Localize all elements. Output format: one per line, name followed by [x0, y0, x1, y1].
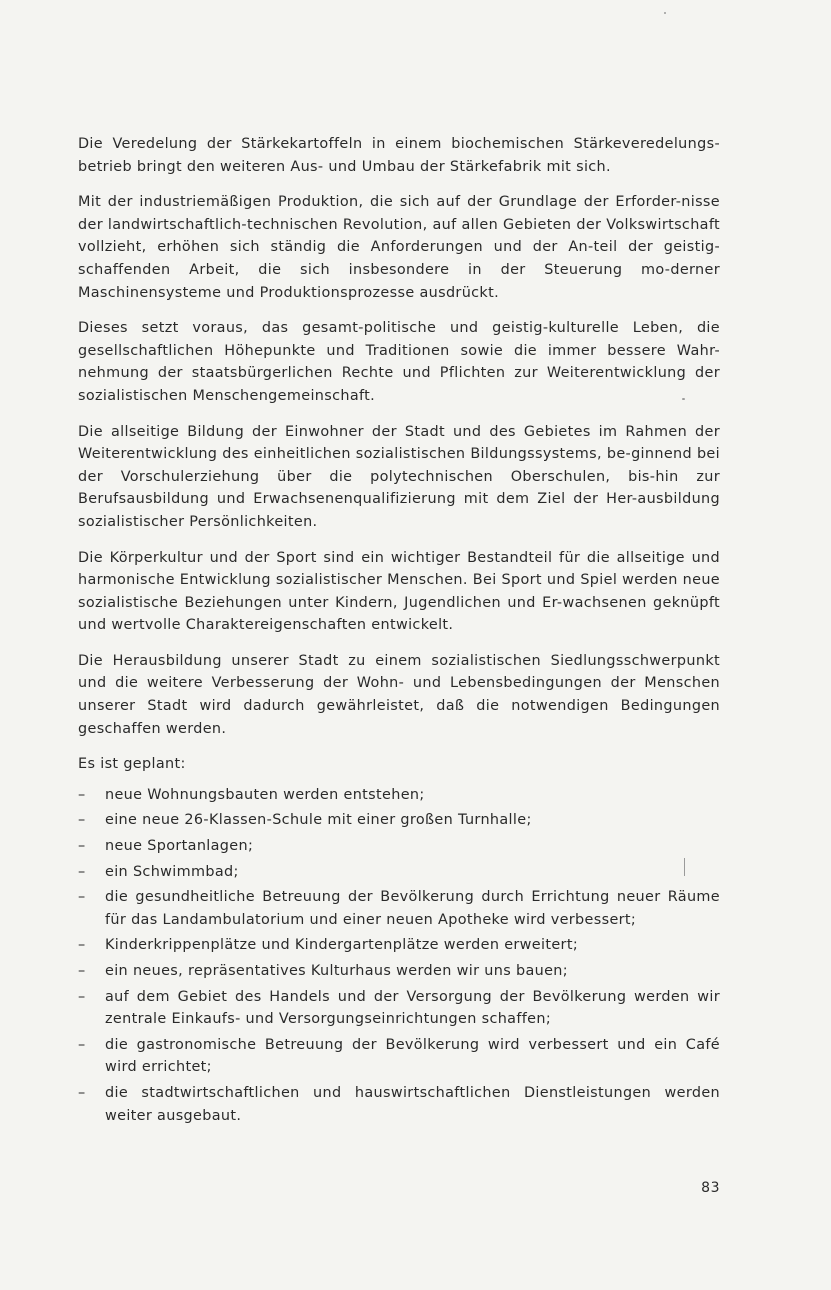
list-item-text: eine neue 26-Klassen-Schule mit einer großen Turnhalle;: [105, 812, 532, 829]
dash-marker: –: [78, 988, 86, 1005]
list-item: [78, 934, 720, 957]
dash-marker: –: [78, 786, 86, 803]
paragraph-starch-refinement: Die Veredelung der Stärkekartoffeln in einem biochemischen Stärkeveredelungs-betrieb bringt den weiteren Aus- und Umbau der Stärkefabrik mit sich.: [78, 136, 720, 175]
list-item-text: die stadtwirtschaftlichen und hauswirtschaftlichen Dienstleistungen werden weiter ausgebaut.: [105, 1084, 720, 1124]
page-number: 83: [701, 1180, 720, 1196]
list-item: [78, 960, 720, 983]
list-item: [78, 1082, 720, 1127]
paragraph-sport: Die Körperkultur und der Sport sind ein wichtiger Bestandteil für die allseitige und harmonische Entwicklung sozialistischer Menschen. Bei Sport und Spiel werden neue sozialistische Beziehungen unter Kindern, Jugendlichen und Er-wachsenen geknüpft und wertvolle Charaktereigenschaften entwickelt.: [78, 549, 720, 634]
scan-speck: [664, 12, 666, 14]
list-item-text: auf dem Gebiet des Handels und der Versorgung der Bevölkerung werden wir zentrale Einkaufs- und Versorgungseinrichtungen schaffen;: [105, 988, 720, 1028]
list-item-text: ein neues, repräsentatives Kulturhaus werden wir uns bauen;: [105, 963, 568, 979]
list-item: [78, 835, 720, 858]
page-body: [78, 133, 720, 1130]
scan-speck: [684, 858, 685, 876]
list-item: [78, 986, 720, 1031]
list-item: [78, 784, 720, 807]
dash-marker: –: [78, 863, 86, 880]
list-item: [78, 886, 720, 931]
dash-marker: –: [78, 889, 86, 906]
list-item-text: Kinderkrippenplätze und Kindergartenplätze werden erweitert;: [105, 937, 579, 954]
list-item-text: neue Wohnungsbauten werden entstehen;: [105, 786, 425, 803]
dash-marker: –: [78, 963, 86, 979]
dash-marker: –: [78, 1036, 86, 1053]
dash-marker: –: [78, 812, 86, 829]
list-item-text: ein Schwimmbad;: [105, 863, 239, 880]
list-intro: Es ist geplant:: [78, 756, 186, 773]
dash-marker: –: [78, 838, 86, 855]
paragraph-settlement: Die Herausbildung unserer Stadt zu einem sozialistischen Siedlungsschwerpunkt und die weitere Verbesserung der Wohn- und Lebensbedingungen der Menschen unserer Stadt wird dadurch gewährleistet, daß die notwendigen Bedingungen geschaffen werden.: [78, 652, 720, 737]
dash-marker: –: [78, 1084, 86, 1101]
list-item-text: die gastronomische Betreuung der Bevölkerung wird verbessert und ein Café wird errichtet;: [105, 1036, 720, 1076]
paragraph-industrial-production: Mit der industriemäßigen Produktion, die sich auf der Grundlage der Erforder-nisse der landwirtschaftlich-technischen Revolution, auf allen Gebieten der Volkswirtschaft vollzieht, erhöhen sich ständig die Anforderungen und der An-teil der geistig-schaffenden Arbeit, die sich insbesondere in der Steuerung mo-derner Maschinensysteme und Produktionsprozesse ausdrückt.: [78, 194, 720, 301]
list-item: [78, 861, 720, 884]
paragraph-cultural-life: Dieses setzt voraus, das gesamt-politische und geistig-kulturelle Leben, die gesellschaftlichen Höhepunkte und Traditionen sowie die immer bessere Wahr-nehmung der staatsbürgerlichen Rechte und Pflichten zur Weiterentwicklung der sozialistischen Menschengemeinschaft.: [78, 320, 720, 404]
paragraph-education: Die allseitige Bildung der Einwohner der Stadt und des Gebietes im Rahmen der Weiterentwicklung des einheitlichen sozialistischen Bildungssystems, be-ginnend bei der Vorschulerziehung über die polytechnischen Oberschulen, bis-hin zur Berufsausbildung und Erwachsenenqualifizierung mit dem Ziel der Her-ausbildung sozialistischer Persönlichkeiten.: [78, 423, 720, 530]
list-item-text: die gesundheitliche Betreuung der Bevölkerung durch Errichtung neuer Räume für das Landambulatorium und einer neuen Apotheke wird verbessert;: [105, 889, 720, 928]
list-item: [78, 1034, 720, 1079]
scan-speck: [682, 398, 685, 400]
list-item: [78, 809, 720, 832]
dash-marker: –: [78, 937, 86, 954]
plan-list: [78, 784, 720, 1127]
list-item-text: neue Sportanlagen;: [105, 838, 254, 855]
